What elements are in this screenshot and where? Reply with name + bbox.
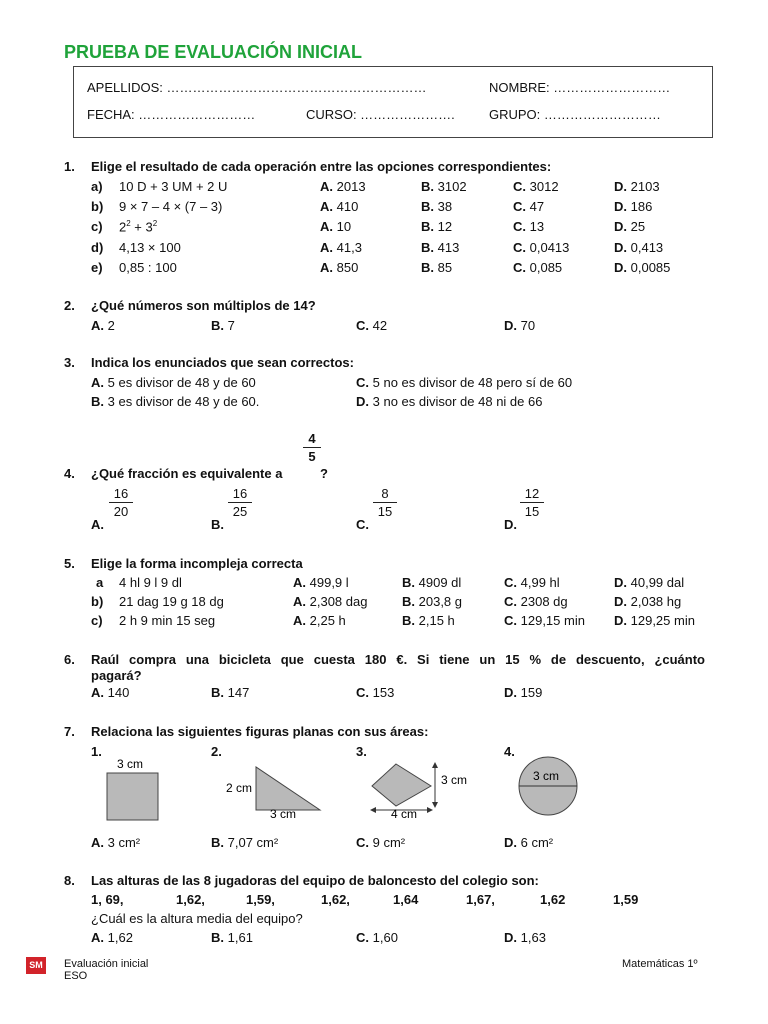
fraction-denominator: 25 [232, 504, 248, 519]
option-letter: C. [356, 318, 369, 333]
option-letter: D. [614, 613, 627, 628]
fecha-field[interactable]: FECHA: ……………………… [87, 107, 256, 122]
option-value: 203,8 g [418, 594, 462, 609]
option-letter: A. [320, 199, 333, 214]
option-value: 0,085 [529, 260, 563, 275]
option-a[interactable] [91, 835, 140, 850]
option-b[interactable] [211, 835, 278, 850]
figure-label-4: 4. [504, 744, 515, 759]
fraction-numerator: 8 [373, 485, 397, 503]
triangle-height-label: 2 cm [226, 781, 253, 795]
option-letter: B. [421, 219, 434, 234]
rhombus-figure [372, 764, 431, 806]
option-value: 499,9 l [309, 575, 349, 590]
option-value: 129,25 min [630, 613, 695, 628]
option-value: 159 [520, 685, 543, 700]
option-value: 2308 dg [520, 594, 568, 609]
option-letter: A. [91, 375, 104, 390]
option-value: 0,0413 [529, 240, 570, 255]
option-value: 41,3 [336, 240, 362, 255]
arrow-left-icon [370, 807, 376, 813]
footer-title: Evaluación inicial [64, 958, 149, 970]
option-a[interactable] [91, 930, 133, 945]
option-letter: A. [91, 685, 104, 700]
question-number: 8. [64, 873, 75, 888]
option-value: 153 [372, 685, 395, 700]
row-label: e) [91, 260, 103, 275]
nombre-field[interactable]: NOMBRE: ……………………… [489, 80, 671, 95]
option-value: 7 [227, 318, 235, 333]
question-number: 4. [64, 466, 75, 481]
question-text: ¿Qué números son múltiplos de 14? [91, 298, 316, 313]
option-letter: D. [614, 260, 627, 275]
question-text: Elige el resultado de cada operación entre las opciones correspondientes: [91, 159, 552, 174]
rhombus-height-label: 3 cm [441, 773, 468, 787]
option-value: 2,25 h [309, 613, 346, 628]
row-label: a [96, 575, 104, 590]
question-text: Las alturas de las 8 jugadoras del equipo de baloncesto del colegio son: [91, 873, 539, 888]
power-base: 2 [119, 219, 127, 235]
option-letter: A. [320, 179, 333, 194]
option-value: 10 [336, 219, 352, 234]
option-letter: D. [614, 219, 627, 234]
option-letter: C. [513, 179, 526, 194]
option-value: 410 [336, 199, 359, 214]
option-letter: D. [614, 575, 627, 590]
question-number: 7. [64, 724, 75, 739]
figure-label-3: 3. [356, 744, 367, 759]
option-letter: B. [211, 930, 224, 945]
row-label: a) [91, 179, 103, 194]
question-number: 3. [64, 355, 75, 370]
height-value: 1,64 [393, 892, 419, 907]
option-value: 13 [529, 219, 545, 234]
option-letter: B. [402, 613, 415, 628]
option-value: 0,413 [630, 240, 664, 255]
question-number: 6. [64, 652, 75, 667]
option-a[interactable]: A. [91, 517, 104, 532]
option-letter: A. [320, 219, 333, 234]
option-value: 3012 [529, 179, 559, 194]
option-value: 7,07 cm² [227, 835, 279, 850]
option-value: 2,038 hg [630, 594, 682, 609]
operation: 21 dag 19 g 18 dg [119, 594, 224, 609]
question-mark: ? [320, 466, 328, 481]
option-value: 0,0085 [630, 260, 671, 275]
arrow-up-icon [432, 762, 438, 768]
option-letter: C. [504, 594, 517, 609]
sub-question: ¿Cuál es la altura media del equipo? [91, 911, 303, 926]
option-value: 1,60 [372, 930, 398, 945]
option-value: 12 [437, 219, 453, 234]
arrow-right-icon [427, 807, 433, 813]
row-label: d) [91, 240, 104, 255]
square-figure [107, 773, 158, 820]
option-letter: D. [504, 318, 517, 333]
option-value: 42 [372, 318, 388, 333]
sm-logo: SM [26, 957, 46, 974]
option-value: 413 [437, 240, 460, 255]
height-value: 1, 69, [91, 892, 124, 907]
option-letter: C. [513, 260, 526, 275]
fraction-numerator: 16 [109, 485, 133, 503]
option-value: 40,99 dal [630, 575, 685, 590]
option-value: 2,15 h [418, 613, 455, 628]
option-value: 4,99 hl [520, 575, 560, 590]
question-text: Indica los enunciados que sean correctos: [91, 355, 354, 370]
option-letter: A. [293, 594, 306, 609]
option-value: 186 [630, 199, 653, 214]
option-letter: B. [421, 240, 434, 255]
option-letter: B. [421, 260, 434, 275]
footer-level: ESO [64, 970, 88, 982]
option-letter: C. [504, 575, 517, 590]
option-b[interactable]: B. [211, 517, 224, 532]
option-letter: A. [293, 575, 306, 590]
question-text: Relaciona las siguientes figuras planas con sus áreas: [91, 724, 429, 739]
row-label: b) [91, 594, 104, 609]
option-letter: C. [513, 199, 526, 214]
question-number: 5. [64, 556, 75, 571]
option-letter: A. [320, 260, 333, 275]
option-c[interactable]: C. [356, 517, 369, 532]
exponent: 2 [126, 219, 131, 228]
option-letter: A. [91, 318, 104, 333]
option-letter: A. [91, 835, 104, 850]
option-letter: B. [211, 685, 224, 700]
option-letter: D. [356, 394, 369, 409]
exponent: 2 [152, 219, 158, 228]
row-label: b) [91, 199, 104, 214]
curso-field[interactable]: CURSO: …………………. [306, 107, 455, 122]
fraction-denominator: 15 [377, 504, 393, 519]
option-letter: A. [91, 930, 104, 945]
operation: 2 h 9 min 15 seg [119, 613, 216, 628]
option-b[interactable] [211, 930, 253, 945]
option-letter: C. [356, 930, 369, 945]
option-letter: C. [356, 835, 369, 850]
question-number: 1. [64, 159, 75, 174]
option-value: 3102 [437, 179, 467, 194]
option-d[interactable] [504, 930, 546, 945]
option-letter: B. [91, 394, 104, 409]
operation: 4 hl 9 l 9 dl [119, 575, 182, 590]
option-value: 47 [529, 199, 545, 214]
option-letter: D. [504, 835, 517, 850]
option-value: 3 no es divisor de 48 ni de 66 [372, 394, 543, 409]
fraction-numerator: 16 [228, 485, 252, 503]
height-value: 1,59 [613, 892, 639, 907]
option-value: 3 cm² [107, 835, 141, 850]
option-letter: B. [421, 179, 434, 194]
figure-label-2: 2. [211, 744, 222, 759]
option-c[interactable] [356, 930, 398, 945]
question-text-continued: pagará? [91, 668, 142, 683]
option-letter: C. [513, 219, 526, 234]
fraction-numerator: 4 [303, 430, 321, 448]
option-letter: D. [614, 594, 627, 609]
footer-subject: Matemáticas 1º [622, 958, 698, 970]
operation: 4,13 × 100 [119, 240, 181, 255]
row-label: c) [91, 219, 103, 234]
option-letter: B. [402, 575, 415, 590]
option-letter: D. [614, 179, 627, 194]
option-value: 129,15 min [520, 613, 585, 628]
grupo-field[interactable]: GRUPO: ……………………… [489, 107, 661, 122]
option-letter: D. [504, 930, 517, 945]
option-d[interactable] [504, 835, 553, 850]
option-value: 1,63 [520, 930, 546, 945]
option-value: 70 [520, 318, 536, 333]
triangle-base-label: 3 cm [270, 807, 297, 821]
option-value: 2,308 dag [309, 594, 368, 609]
height-value: 1,62 [540, 892, 566, 907]
question-number: 2. [64, 298, 75, 313]
fraction-numerator: 12 [520, 485, 544, 503]
fraction-denominator: 15 [524, 504, 540, 519]
height-value: 1,67, [466, 892, 495, 907]
arrow-down-icon [432, 802, 438, 808]
option-value: 38 [437, 199, 453, 214]
question-text: Elige la forma incompleja correcta [91, 556, 303, 571]
option-letter: A. [293, 613, 306, 628]
option-value: 3 es divisor de 48 y de 60. [107, 394, 260, 409]
option-letter: D. [614, 199, 627, 214]
option-value: 5 no es divisor de 48 pero sí de 60 [372, 375, 573, 390]
option-value: 2103 [630, 179, 660, 194]
height-value: 1,62, [321, 892, 350, 907]
option-value: 25 [630, 219, 646, 234]
option-letter: C. [356, 685, 369, 700]
operation: 9 × 7 – 4 × (7 – 3) [119, 199, 223, 214]
option-letter: B. [211, 318, 224, 333]
option-d[interactable]: D. [504, 517, 517, 532]
height-value: 1,59, [246, 892, 275, 907]
option-value: 9 cm² [372, 835, 406, 850]
option-letter: B. [421, 199, 434, 214]
operation: 0,85 : 100 [119, 260, 177, 275]
option-letter: B. [402, 594, 415, 609]
page-title: PRUEBA DE EVALUACIÓN INICIAL [64, 42, 363, 62]
height-value: 1,62, [176, 892, 205, 907]
fraction-denominator: 20 [113, 504, 129, 519]
option-letter: C. [356, 375, 369, 390]
fraction-denominator: 5 [308, 449, 316, 464]
option-letter: B. [211, 835, 224, 850]
rhombus-width-label: 4 cm [391, 807, 418, 821]
question-text: ¿Qué fracción es equivalente a [91, 466, 283, 481]
circle-diameter-label: 3 cm [533, 769, 560, 783]
option-value: 140 [107, 685, 130, 700]
apellidos-field[interactable]: APELLIDOS: …………………………………………………… [87, 80, 427, 95]
option-letter: A. [320, 240, 333, 255]
option-letter: C. [504, 613, 517, 628]
option-letter: D. [504, 685, 517, 700]
option-value: 85 [437, 260, 453, 275]
option-c[interactable] [356, 835, 405, 850]
option-letter: C. [513, 240, 526, 255]
question-text: Raúl compra una bicicleta que cuesta 180 €. Si tiene un 15 % de descuento, ¿cuánto [91, 652, 705, 667]
square-side-label: 3 cm [117, 757, 144, 771]
option-value: 6 cm² [520, 835, 554, 850]
power-base: + 3 [130, 219, 153, 235]
option-value: 147 [227, 685, 250, 700]
option-value: 1,62 [107, 930, 133, 945]
triangle-figure [256, 767, 320, 810]
figure-label-1: 1. [91, 744, 102, 759]
row-label: c) [91, 613, 103, 628]
option-value: 4909 dl [418, 575, 462, 590]
option-value: 2 [107, 318, 115, 333]
option-letter: D. [614, 240, 627, 255]
option-value: 5 es divisor de 48 y de 60 [107, 375, 256, 390]
option-value: 2013 [336, 179, 366, 194]
option-value: 850 [336, 260, 359, 275]
operation: 10 D + 3 UM + 2 U [119, 179, 228, 194]
option-value: 1,61 [227, 930, 253, 945]
